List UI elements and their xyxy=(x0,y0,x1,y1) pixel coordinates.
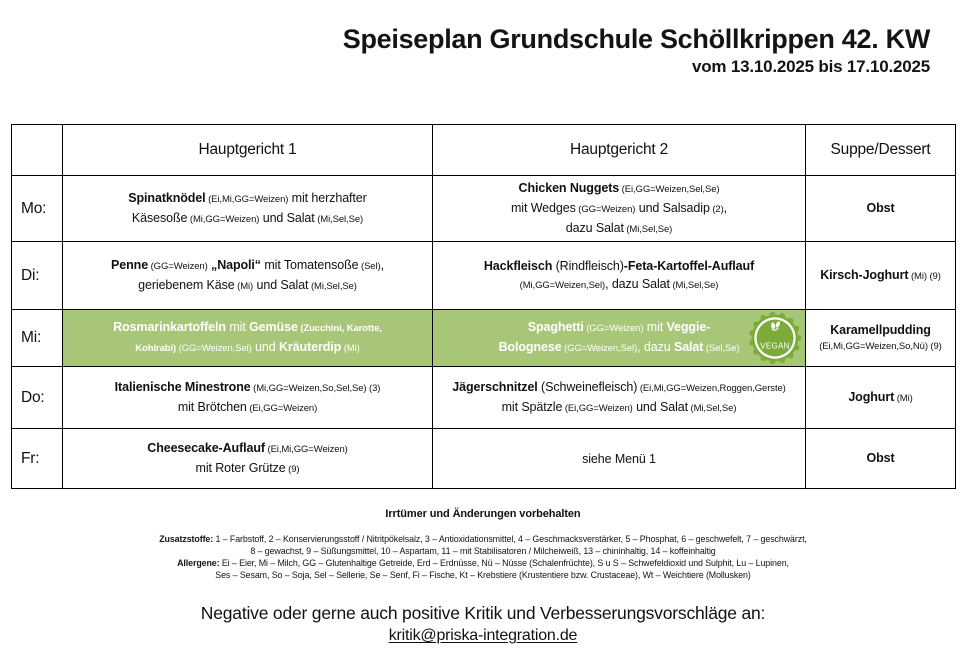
table-header-row xyxy=(12,125,956,176)
table-row xyxy=(12,310,956,367)
table-row xyxy=(12,367,956,429)
column-header-day xyxy=(12,125,63,176)
disclaimer-text: Irrtümer und Änderungen vorbehalten xyxy=(385,508,581,520)
menu-main1: Italienische Minestrone (Mi,GG=Weizen,So,Sel,Se) (3) mit Brötchen (Ei,GG=Weizen) xyxy=(63,367,433,429)
allergens-note xyxy=(0,558,966,581)
menu-main1: Cheesecake-Auflauf (Ei,Mi,GG=Weizen) mit Roter Grütze (9) xyxy=(63,429,433,489)
column-header-dessert: Suppe/Dessert xyxy=(806,125,956,176)
menu-main2: Hackfleisch (Rindfleisch)-Feta-Kartoffel-Auflauf (Mi,GG=Weizen,Sel), dazu Salat (Mi,Sel,Se) xyxy=(433,242,806,310)
menu-main2: Jägerschnitzel (Schweinefleisch) (Ei,Mi,GG=Weizen,Roggen,Gerste) mit Spätzle (Ei,GG=Weizen) und Salat (Mi,Sel,Se) xyxy=(433,367,806,429)
table-row xyxy=(12,429,956,489)
allergens-line2: Ses – Sesam, So – Soja, Sel – Sellerie, Se – Senf, Fi – Fische, Kt – Krebstiere (Krustentiere bzw. Crustaceae), Wt – Weichtiere (Mollusken) xyxy=(215,569,751,580)
additives-line1: 1 – Farbstoff, 2 – Konservierungsstoff / Nitritpökelsalz, 3 – Antioxidationsmittel, 4 – Geschmacksverstärker, 5 – Phosphat, 6 – geschwefelt, 7 – geschwärzt, xyxy=(213,534,807,544)
menu-main2: Chicken Nuggets (Ei,GG=Weizen,Sel,Se) mit Wedges (GG=Weizen) und Salsadip (2), dazu Salat (Mi,Sel,Se) xyxy=(433,176,806,242)
document-header xyxy=(343,22,930,77)
menu-main2: siehe Menü 1 xyxy=(433,429,806,489)
day-label: Mi: xyxy=(12,310,63,367)
day-label: Mo: xyxy=(12,176,63,242)
day-label: Do: xyxy=(12,367,63,429)
column-header-main2: Hauptgericht 2 xyxy=(433,125,806,176)
day-label: Di: xyxy=(12,242,63,310)
email-link[interactable]: kritik@priska-integration.de xyxy=(388,627,578,644)
allergens-label: Allergene: xyxy=(177,558,220,568)
email-line xyxy=(0,627,966,645)
table-row xyxy=(12,176,956,242)
column-header-main1: Hauptgericht 1 xyxy=(63,125,433,176)
dessert: Joghurt (Mi) xyxy=(806,367,956,429)
vegan-icon xyxy=(748,311,802,365)
additives-line2: 8 – gewachst, 9 – Süßungsmittel, 10 – Aspartam, 11 – mit Stabilisatoren / Milcheiweiß, 13 – chininhaltig, 14 – koffeinhaltig xyxy=(250,545,716,556)
allergens-line1: Ei – Eier, Mi – Milch, GG – Glutenhaltige Getreide, Erd – Erdnüsse, Nü – Nüsse (Schalenfrüchte), S u S – Schwefeldioxid und Sulphit, Lu – Lupinen, xyxy=(219,558,789,568)
dessert: Obst xyxy=(806,176,956,242)
menu-main1: Penne (GG=Weizen) „Napoli“ mit Tomatensoße (Sel), geriebenem Käse (Mi) und Salat (Mi,Sel,Se) xyxy=(63,242,433,310)
menu-main2: Spaghetti (GG=Weizen) mit Veggie- Bolognese (GG=Weizen,Sel), dazu Salat (Sel,Se) VEGAN xyxy=(433,310,806,367)
dessert: Karamellpudding (Ei,Mi,GG=Weizen,So,Nü) (9) xyxy=(806,310,956,367)
dessert: Obst xyxy=(806,429,956,489)
menu-main1: Rosmarinkartoffeln mit Gemüse (Zucchini, Karotte, Kohlrabi) (GG=Weizen,Sel) und Kräuterdip (Mi) xyxy=(63,310,433,367)
table-row xyxy=(12,242,956,310)
page-title: Speiseplan Grundschule Schöllkrippen 42. KW xyxy=(342,24,930,54)
vegan-badge xyxy=(748,311,802,365)
day-label: Fr: xyxy=(12,429,63,489)
menu-main1: Spinatknödel (Ei,Mi,GG=Weizen) mit herzhafter Käsesoße (Mi,GG=Weizen) und Salat (Mi,Sel,Se) xyxy=(63,176,433,242)
vegan-badge-label: VEGAN xyxy=(760,341,790,351)
date-range: vom 13.10.2025 bis 17.10.2025 xyxy=(691,57,930,76)
additives-label: Zusatzstoffe: xyxy=(159,534,214,544)
additives-note xyxy=(0,534,966,557)
meal-plan-table xyxy=(11,124,956,489)
feedback-text: Negative oder gerne auch positive Kritik und Verbesserungsvorschläge an: xyxy=(200,603,766,623)
dessert: Kirsch-Joghurt (Mi) (9) xyxy=(806,242,956,310)
